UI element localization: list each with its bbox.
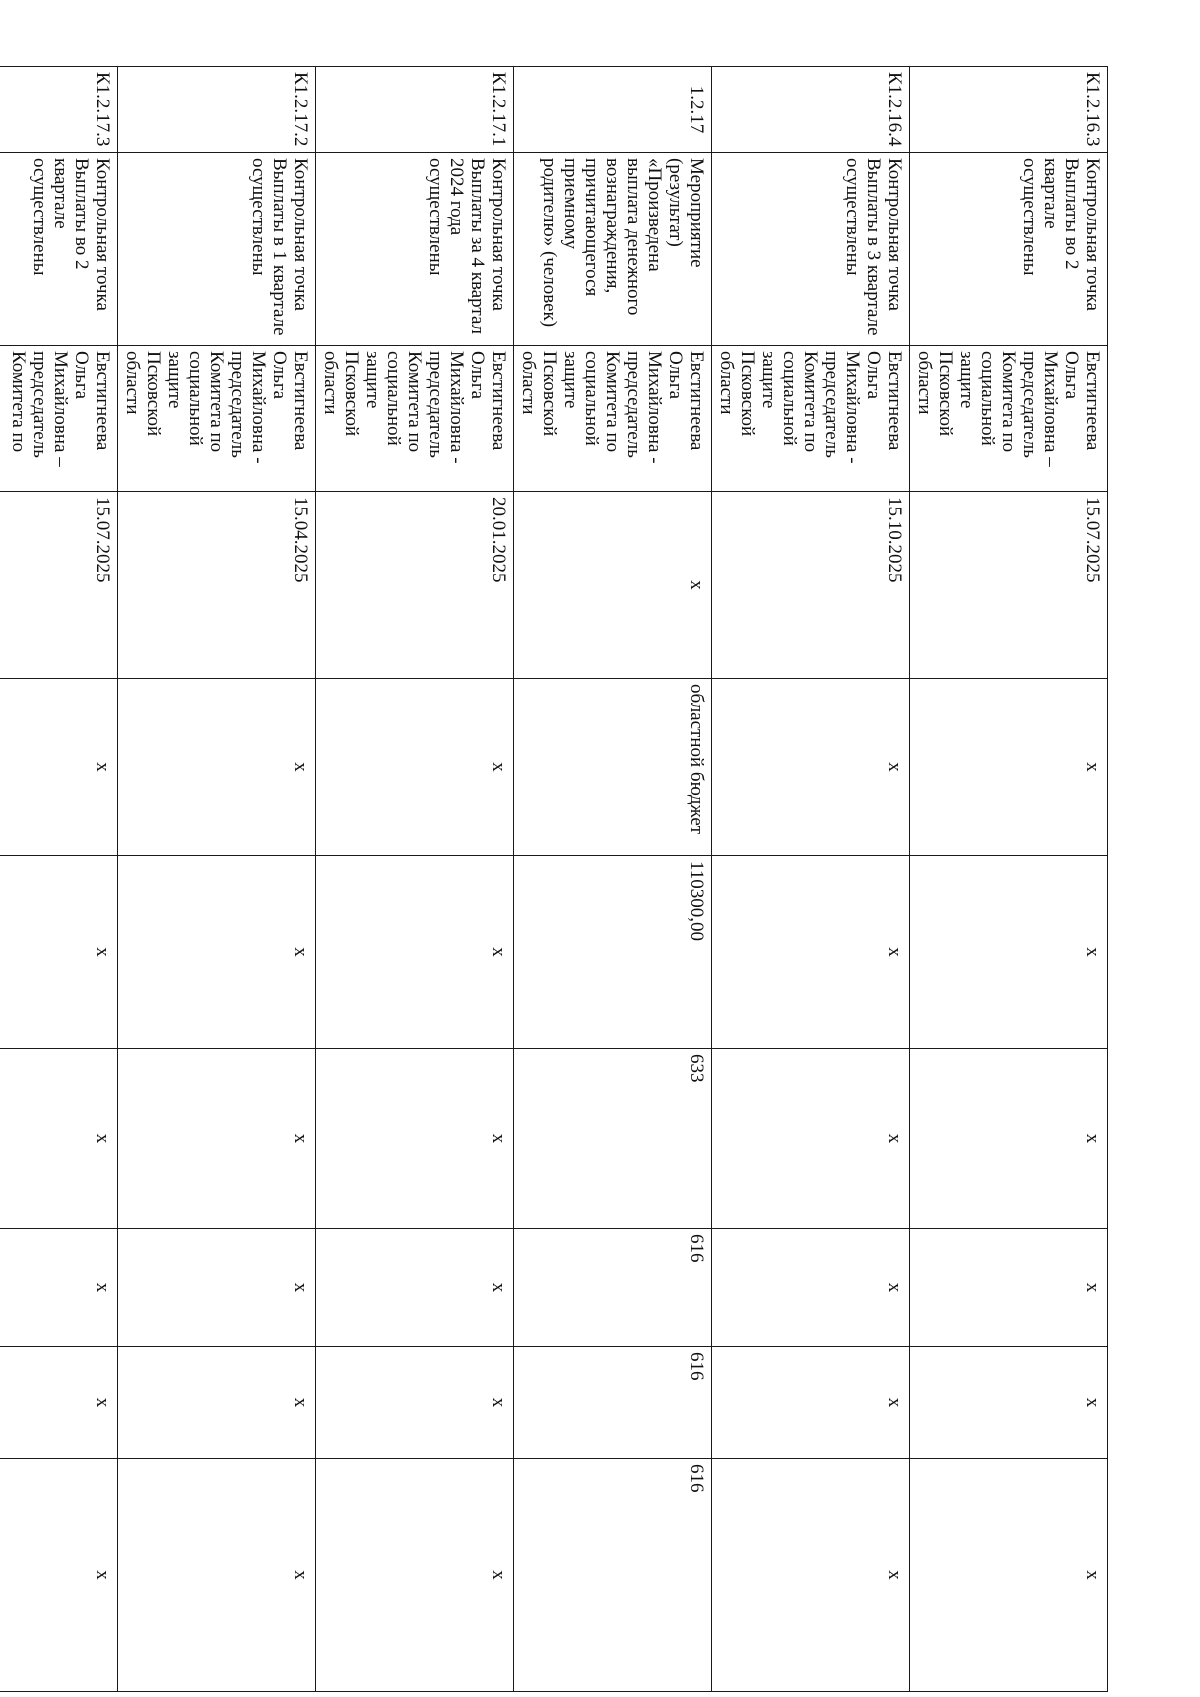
cell-amount: х <box>712 856 910 1049</box>
table-row <box>712 67 910 1692</box>
cell-value-4: х <box>118 1459 316 1692</box>
table-row <box>118 67 316 1692</box>
cell-name: Контрольная точка Выплаты в 1 квартале осуществлены <box>118 153 316 346</box>
cell-code: К1.2.16.3 <box>910 67 1108 153</box>
cell-name: Контрольная точка Выплаты во 2 квартале осуществлены <box>0 153 118 346</box>
cell-name: Контрольная точка Выплаты во 2 квартале осуществлены <box>910 153 1108 346</box>
cell-source: х <box>118 679 316 856</box>
rotated-table-container <box>8 66 1108 1691</box>
cell-value-2: х <box>712 1229 910 1347</box>
table-row <box>0 67 118 1692</box>
cell-date: 20.01.2025 <box>316 492 514 679</box>
cell-amount: х <box>118 856 316 1049</box>
cell-value-2: х <box>910 1229 1108 1347</box>
cell-responsible: Евстигнеева Ольга Михайловна - председатель Комитета по социальной защите Псковской области <box>118 346 316 492</box>
cell-value-2: х <box>0 1229 118 1347</box>
cell-source: х <box>316 679 514 856</box>
cell-value-4: х <box>712 1459 910 1692</box>
cell-date: х <box>514 492 712 679</box>
cell-value-3: х <box>910 1347 1108 1459</box>
cell-value-3: х <box>712 1347 910 1459</box>
cell-responsible: Евстигнеева Ольга Михайловна - председатель Комитета по социальной защите Псковской области <box>712 346 910 492</box>
cell-value-2: х <box>118 1229 316 1347</box>
cell-name: Мероприятие (результат) «Произведена выплата денежного вознаграждения, причитающегося приемному родителю» (человек) <box>514 153 712 346</box>
cell-source: х <box>910 679 1108 856</box>
cell-responsible: Евстигнеева Ольга Михайловна - председатель Комитета по социальной защите Псковской области <box>514 346 712 492</box>
cell-value-1: х <box>316 1049 514 1229</box>
cell-code: К1.2.17.3 <box>0 67 118 153</box>
cell-value-2: х <box>316 1229 514 1347</box>
cell-source: х <box>712 679 910 856</box>
cell-name: Контрольная точка Выплаты за 4 квартал 2024 года осуществлены <box>316 153 514 346</box>
cell-source: областной бюджет <box>514 679 712 856</box>
cell-value-4: 616 <box>514 1459 712 1692</box>
cell-source: х <box>0 679 118 856</box>
cell-value-1: х <box>910 1049 1108 1229</box>
cell-value-3: х <box>118 1347 316 1459</box>
cell-value-4: х <box>0 1459 118 1692</box>
cell-code: К1.2.16.4 <box>712 67 910 153</box>
cell-amount: 110300,00 <box>514 856 712 1049</box>
cell-amount: х <box>910 856 1108 1049</box>
cell-responsible: Евстигнеева Ольга Михайловна - председатель Комитета по социальной защите Псковской области <box>316 346 514 492</box>
cell-value-1: х <box>712 1049 910 1229</box>
cell-responsible: Евстигнеева Ольга Михайловна – председатель Комитета по социальной защите Псковской области <box>910 346 1108 492</box>
table-row <box>910 67 1108 1692</box>
cell-value-3: х <box>0 1347 118 1459</box>
table-row <box>514 67 712 1692</box>
table-row <box>316 67 514 1692</box>
cell-value-1: х <box>118 1049 316 1229</box>
cell-code: К1.2.17.1 <box>316 67 514 153</box>
plan-table <box>0 66 1108 1692</box>
cell-code: 1.2.17 <box>514 67 712 153</box>
cell-date: 15.04.2025 <box>118 492 316 679</box>
cell-value-4: х <box>910 1459 1108 1692</box>
cell-value-3: х <box>316 1347 514 1459</box>
cell-value-2: 616 <box>514 1229 712 1347</box>
cell-value-1: х <box>0 1049 118 1229</box>
cell-amount: х <box>0 856 118 1049</box>
cell-value-3: 616 <box>514 1347 712 1459</box>
cell-amount: х <box>316 856 514 1049</box>
cell-date: 15.07.2025 <box>0 492 118 679</box>
cell-date: 15.07.2025 <box>910 492 1108 679</box>
cell-name: Контрольная точка Выплаты в 3 квартале осуществлены <box>712 153 910 346</box>
cell-date: 15.10.2025 <box>712 492 910 679</box>
cell-code: К1.2.17.2 <box>118 67 316 153</box>
cell-responsible: Евстигнеева Ольга Михайловна – председатель Комитета по <box>0 346 118 492</box>
cell-value-1: 633 <box>514 1049 712 1229</box>
cell-value-4: х <box>316 1459 514 1692</box>
